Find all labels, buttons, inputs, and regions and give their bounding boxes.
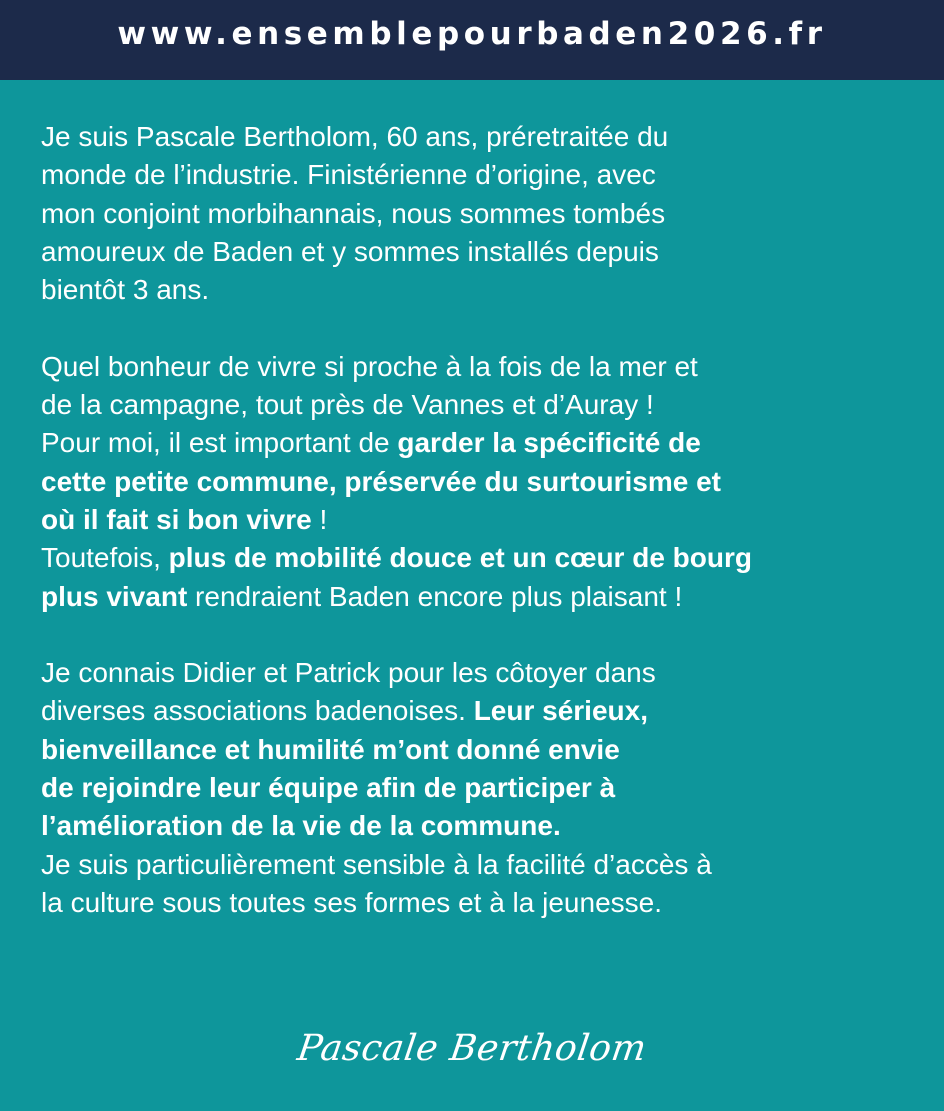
text-line: monde de l’industrie. Finistérienne d’origine, avec: [41, 159, 656, 191]
bold-text: plus de mobilité douce et un cœur de bourg: [168, 542, 752, 574]
bold-text: garder la spécificité de: [397, 427, 701, 459]
intro-paragraph: [41, 118, 916, 309]
vision-paragraph: [41, 348, 916, 616]
signature: Pascale Bertholom: [294, 1028, 650, 1069]
campaign-website-url: www.ensemblepourbaden2026.fr: [117, 16, 827, 52]
plain-text: diverses associations badenoises.: [41, 695, 474, 727]
text-line: [41, 424, 916, 462]
text-line: la culture sous toutes ses formes et à la jeunesse.: [41, 886, 662, 918]
bold-text: plus vivant: [41, 580, 188, 612]
text-line: [41, 692, 916, 730]
bold-text-line: de rejoindre leur équipe afin de participer à: [41, 772, 616, 804]
text-line: [41, 578, 916, 616]
text-line: [41, 539, 916, 577]
header-banner: [0, 0, 944, 80]
text-line: de la campagne, tout près de Vannes et d’Auray !: [41, 389, 654, 421]
plain-text: rendraient Baden encore plus plaisant !: [187, 580, 683, 612]
text-line: Je suis particulièrement sensible à la facilité d’accès à: [41, 848, 712, 880]
bold-text-line: l’amélioration de la vie de la commune.: [41, 810, 561, 842]
bold-text: Leur sérieux,: [473, 695, 648, 727]
text-line: mon conjoint morbihannais, nous sommes tombés: [41, 197, 666, 229]
text-line: amoureux de Baden et y sommes installés depuis: [41, 235, 659, 267]
plain-text: !: [311, 503, 328, 535]
text-line: [41, 501, 916, 539]
bold-text-line: cette petite commune, préservée du surtourisme et: [41, 465, 721, 497]
text-line: bientôt 3 ans.: [41, 274, 210, 306]
bold-text: où il fait si bon vivre: [41, 503, 312, 535]
bold-text-line: bienveillance et humilité m’ont donné envie: [41, 733, 620, 765]
plain-text: Pour moi, il est important de: [41, 427, 398, 459]
team-paragraph: [41, 654, 916, 922]
text-line: Je suis Pascale Bertholom, 60 ans, préretraitée du: [41, 121, 669, 152]
text-line: Quel bonheur de vivre si proche à la fois de la mer et: [41, 350, 698, 382]
text-line: Je connais Didier et Patrick pour les côtoyer dans: [41, 657, 656, 689]
testimony-text: [41, 118, 916, 961]
plain-text: Toutefois,: [41, 542, 169, 574]
